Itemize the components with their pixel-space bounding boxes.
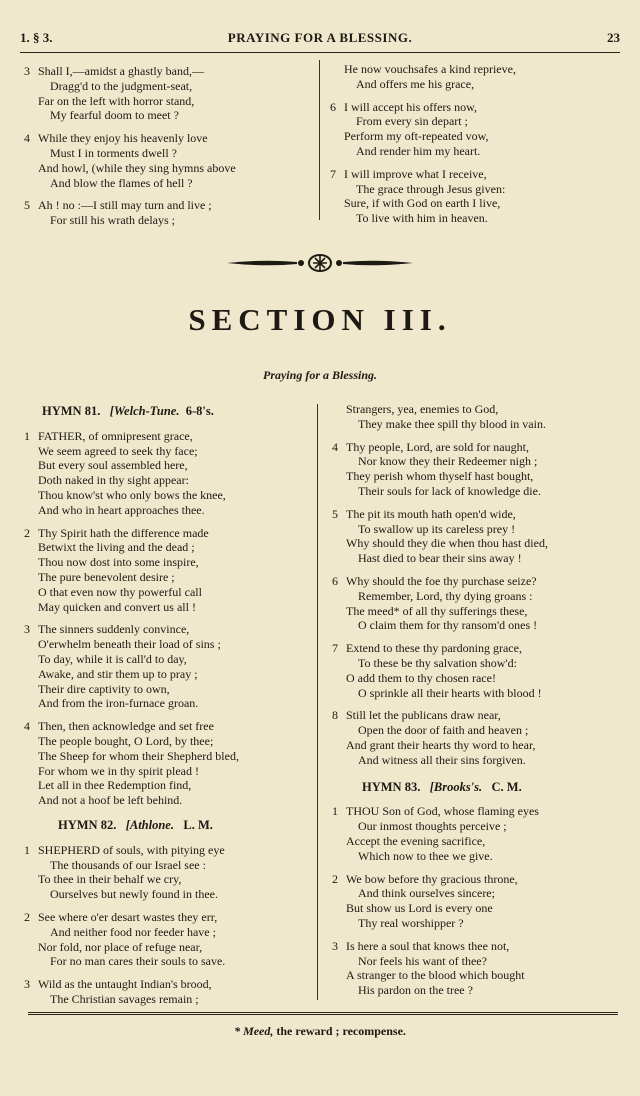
verse-line bbox=[330, 129, 620, 144]
verse-line bbox=[332, 886, 622, 901]
stanza-number: 2 bbox=[332, 871, 338, 886]
verse-line bbox=[24, 652, 310, 667]
verse-text: Which now to thee we give. bbox=[358, 848, 493, 863]
verse-text: Nor feels his want of thee? bbox=[358, 953, 487, 968]
verse-line bbox=[24, 555, 310, 570]
stanza-number: 3 bbox=[24, 622, 30, 637]
verse-line bbox=[24, 622, 310, 637]
verse-line bbox=[24, 198, 306, 213]
stanza-number: 5 bbox=[24, 198, 30, 213]
verse-line bbox=[332, 417, 622, 432]
verse-text: SHEPHERD of souls, with pitying eye bbox=[38, 842, 225, 857]
verse-line bbox=[24, 131, 306, 146]
verse-text: Ourselves but newly found in thee. bbox=[50, 887, 218, 902]
verse-text: To these be thy salvation show'd: bbox=[358, 655, 517, 670]
verse-line bbox=[24, 458, 310, 473]
verse-line bbox=[332, 916, 622, 931]
verse-line bbox=[24, 146, 306, 161]
verse-text: Shall I,—amidst a ghastly band,— bbox=[38, 64, 204, 78]
verse-text: The grace through Jesus given: bbox=[356, 181, 506, 196]
verse-text: And neither food nor feeder have ; bbox=[50, 924, 216, 939]
verse-text: See where o'er desart wastes they err, bbox=[38, 909, 218, 924]
verse-text: And witness all their sins forgiven. bbox=[358, 752, 526, 767]
verse-text: THOU Son of God, whose flaming eyes bbox=[346, 804, 539, 819]
verse-line bbox=[24, 887, 310, 902]
stanza bbox=[332, 641, 622, 700]
verse-line bbox=[24, 749, 310, 764]
hymn-82-number: HYMN 82. bbox=[58, 817, 117, 832]
verse-text: We bow before thy gracious throne, bbox=[346, 871, 518, 886]
hymn-81-stanzas bbox=[24, 429, 310, 808]
verse-line bbox=[330, 167, 620, 182]
top-left-column bbox=[24, 64, 306, 236]
verse-line bbox=[332, 536, 622, 551]
hymn-81-stanzas-right bbox=[332, 440, 622, 768]
verse-text: And grant their hearts thy word to hear, bbox=[346, 737, 536, 752]
verse-text: Hast died to bear their sins away ! bbox=[358, 551, 522, 566]
footnote-rule bbox=[28, 1012, 618, 1018]
verse-line bbox=[332, 738, 622, 753]
verse-text: A stranger to the blood which bought bbox=[346, 968, 525, 983]
hymn-81-tune: [Welch-Tune. bbox=[109, 404, 180, 418]
verse-text: For whom we in thy spirit plead ! bbox=[38, 763, 199, 778]
stanza bbox=[332, 708, 622, 767]
verse-text: But show us Lord is every one bbox=[346, 901, 493, 916]
verse-text: The people bought, O Lord, by thee; bbox=[38, 733, 214, 748]
stanza bbox=[24, 526, 310, 615]
stanza bbox=[24, 429, 310, 518]
stanza bbox=[332, 872, 622, 931]
verse-text: May quicken and convert us all ! bbox=[38, 599, 196, 614]
verse-line bbox=[330, 196, 620, 211]
verse-line bbox=[24, 585, 310, 600]
stanza bbox=[330, 100, 620, 159]
verse-text: Dragg'd to the judgment-seat, bbox=[50, 78, 193, 93]
verse-text: O that even now thy powerful call bbox=[38, 584, 202, 599]
verse-line bbox=[24, 176, 306, 191]
column-divider-top bbox=[319, 60, 320, 220]
hymn-83-meter: C. M. bbox=[491, 779, 522, 794]
hymn-82-stanzas bbox=[24, 843, 310, 1007]
verse-line bbox=[330, 62, 620, 77]
verse-line bbox=[332, 574, 622, 589]
verse-text: Thy Spirit hath the difference made bbox=[38, 525, 209, 540]
verse-line bbox=[24, 843, 310, 858]
verse-line bbox=[332, 968, 622, 983]
stanza-number: 1 bbox=[24, 428, 30, 443]
verse-line bbox=[24, 682, 310, 697]
verse-text: We seem agreed to seek thy face; bbox=[38, 443, 198, 458]
verse-text: I will accept his offers now, bbox=[344, 99, 477, 114]
stanza-number: 8 bbox=[332, 708, 338, 723]
stanza-number: 7 bbox=[332, 641, 338, 656]
stanza-number: 5 bbox=[332, 506, 338, 521]
verse-line bbox=[24, 778, 310, 793]
section-title: SECTION III. bbox=[188, 302, 452, 337]
verse-text: Wild as the untaught Indian's brood, bbox=[38, 977, 212, 992]
verse-text: Thy people, Lord, are sold for naught, bbox=[346, 439, 529, 454]
stanza-number: 3 bbox=[24, 977, 30, 992]
running-head-section: 1. § 3. bbox=[20, 30, 53, 45]
verse-line bbox=[332, 551, 622, 566]
running-head bbox=[20, 30, 620, 50]
verse-text: Awake, and stir them up to pray ; bbox=[38, 666, 198, 681]
main-left-column bbox=[24, 404, 310, 1015]
verse-text: Still let the publicans draw near, bbox=[346, 708, 501, 723]
verse-text: Remember, Lord, thy dying groans : bbox=[358, 588, 533, 603]
verse-text: Sure, if with God on earth I live, bbox=[344, 196, 501, 211]
verse-text: And who in heart approaches thee. bbox=[38, 502, 205, 517]
section-subtitle: Praying for a Blessing. bbox=[262, 368, 377, 382]
verse-text: Their dire captivity to own, bbox=[38, 681, 170, 696]
verse-text: And offers me his grace, bbox=[356, 76, 475, 91]
verse-line bbox=[332, 939, 622, 954]
verse-text: The meed* of all thy sufferings these, bbox=[346, 603, 528, 618]
verse-line bbox=[332, 618, 622, 633]
stanza bbox=[330, 62, 620, 92]
hymn-82-meter: L. M. bbox=[183, 817, 213, 832]
verse-line bbox=[330, 182, 620, 197]
verse-text: They make thee spill thy blood in vain. bbox=[358, 416, 546, 431]
hymn-83-number: HYMN 83. bbox=[362, 779, 421, 794]
verse-line bbox=[24, 793, 310, 808]
verse-line bbox=[24, 600, 310, 615]
verse-line bbox=[24, 667, 310, 682]
verse-text: And not a hoof be left behind. bbox=[38, 793, 183, 808]
verse-line bbox=[330, 114, 620, 129]
verse-line bbox=[332, 440, 622, 455]
verse-line bbox=[24, 954, 310, 969]
stanza bbox=[24, 977, 310, 1007]
stanza bbox=[24, 910, 310, 969]
running-head-title: PRAYING FOR A BLESSING. bbox=[227, 30, 413, 45]
verse-line bbox=[24, 503, 310, 518]
verse-text: O claim them for thy ransom'd ones ! bbox=[358, 618, 538, 633]
verse-line bbox=[332, 983, 622, 998]
verse-line bbox=[332, 819, 622, 834]
verse-text: To thee in their behalf we cry, bbox=[38, 872, 182, 887]
verse-text: Their souls for lack of knowledge die. bbox=[358, 483, 541, 498]
verse-text: Strangers, yea, enemies to God, bbox=[346, 402, 499, 416]
stanza-number: 4 bbox=[24, 719, 30, 734]
verse-text: His pardon on the tree ? bbox=[358, 983, 473, 998]
hymn-82-heading bbox=[24, 818, 310, 833]
stanza bbox=[330, 167, 620, 226]
stanza-number: 4 bbox=[332, 439, 338, 454]
verse-text: The sinners suddenly convince, bbox=[38, 622, 190, 637]
verse-line bbox=[24, 473, 310, 488]
verse-text: Thy real worshipper ? bbox=[358, 915, 464, 930]
verse-line bbox=[332, 469, 622, 484]
stanza-number: 4 bbox=[24, 131, 30, 146]
verse-text: And howl, (while they sing hymns above bbox=[38, 160, 236, 175]
verse-text: To live with him in heaven. bbox=[356, 211, 488, 226]
verse-line bbox=[330, 144, 620, 159]
verse-line bbox=[24, 161, 306, 176]
verse-text: Extend to these thy pardoning grace, bbox=[346, 641, 522, 656]
column-divider-main bbox=[317, 404, 318, 1000]
verse-text: The pit its mouth hath open'd wide, bbox=[346, 506, 516, 521]
verse-text: Thou now dost into some inspire, bbox=[38, 555, 199, 570]
stanza-number: 2 bbox=[24, 909, 30, 924]
verse-text: For no man cares their souls to save. bbox=[50, 954, 226, 969]
verse-line bbox=[24, 64, 306, 79]
verse-line bbox=[24, 526, 310, 541]
verse-line bbox=[332, 656, 622, 671]
stanza-number: 6 bbox=[332, 573, 338, 588]
stanza-number: 1 bbox=[332, 804, 338, 819]
verse-line bbox=[24, 540, 310, 555]
stanza-number: 1 bbox=[24, 842, 30, 857]
stanza bbox=[24, 719, 310, 808]
verse-text: Betwixt the living and the dead ; bbox=[38, 540, 195, 555]
verse-line bbox=[332, 686, 622, 701]
hymn-81-meter: 6-8's. bbox=[185, 404, 214, 418]
verse-line bbox=[330, 100, 620, 115]
stanza bbox=[332, 939, 622, 998]
verse-line bbox=[24, 925, 310, 940]
verse-text: Then, then acknowledge and set free bbox=[38, 719, 214, 734]
footnote-text: the reward ; recompense. bbox=[276, 1024, 406, 1038]
verse-text: Perform my oft-repeated vow, bbox=[344, 129, 489, 144]
verse-text: Must I in torments dwell ? bbox=[50, 145, 177, 160]
verse-line bbox=[24, 977, 310, 992]
verse-line bbox=[332, 872, 622, 887]
footnote-mark: * Meed, bbox=[234, 1024, 274, 1038]
verse-text: Ah ! no :—I still may turn and live ; bbox=[38, 198, 212, 213]
verse-line bbox=[24, 444, 310, 459]
stanza bbox=[332, 440, 622, 499]
stanza bbox=[24, 198, 306, 228]
verse-text: To swallow up its careless prey ! bbox=[358, 521, 516, 536]
verse-line bbox=[332, 641, 622, 656]
verse-text: From every sin depart ; bbox=[356, 114, 468, 129]
verse-line bbox=[332, 454, 622, 469]
stanza bbox=[332, 574, 622, 633]
verse-line bbox=[332, 604, 622, 619]
verse-line bbox=[332, 402, 622, 417]
verse-line bbox=[332, 484, 622, 499]
verse-line bbox=[24, 429, 310, 444]
verse-line bbox=[24, 910, 310, 925]
stanza bbox=[24, 622, 310, 711]
verse-line bbox=[24, 213, 306, 228]
verse-text: Our inmost thoughts perceive ; bbox=[358, 819, 507, 834]
verse-text: My fearful doom to meet ? bbox=[50, 108, 179, 123]
verse-text: Is here a soul that knows thee not, bbox=[346, 938, 510, 953]
verse-line bbox=[24, 108, 306, 123]
main-right-column bbox=[332, 402, 622, 1006]
hymn-83-heading bbox=[332, 780, 622, 795]
verse-line bbox=[332, 804, 622, 819]
verse-text: Doth naked in thy sight appear: bbox=[38, 473, 189, 488]
verse-text: While they enjoy his heavenly love bbox=[38, 131, 208, 146]
stanza bbox=[332, 804, 622, 863]
verse-text: Thou know'st who only bows the knee, bbox=[38, 487, 226, 502]
verse-line bbox=[24, 992, 310, 1007]
verse-line bbox=[332, 834, 622, 849]
verse-text: Open the door of faith and heaven ; bbox=[358, 723, 529, 738]
verse-text: I will improve what I receive, bbox=[344, 166, 487, 181]
verse-line bbox=[332, 507, 622, 522]
verse-text: And render him my heart. bbox=[356, 143, 481, 158]
stanza bbox=[24, 64, 306, 123]
verse-line bbox=[24, 719, 310, 734]
stanza bbox=[24, 131, 306, 190]
stanza-number: 3 bbox=[24, 64, 30, 78]
hymn-81-number: HYMN 81. bbox=[42, 404, 101, 418]
verse-text: For still his wrath delays ; bbox=[50, 213, 175, 228]
verse-line bbox=[24, 858, 310, 873]
verse-text: The thousands of our Israel see : bbox=[50, 857, 206, 872]
footnote bbox=[0, 1024, 640, 1039]
verse-line bbox=[332, 671, 622, 686]
stanza-number: 3 bbox=[332, 938, 338, 953]
verse-text: They perish whom thyself hast bought, bbox=[346, 469, 534, 484]
verse-line bbox=[332, 522, 622, 537]
verse-line bbox=[332, 753, 622, 768]
page-number: 23 bbox=[607, 30, 620, 45]
verse-line bbox=[332, 708, 622, 723]
verse-line bbox=[330, 77, 620, 92]
verse-text: And think ourselves sincere; bbox=[358, 886, 495, 901]
verse-text: The pure benevolent desire ; bbox=[38, 569, 175, 584]
top-right-column bbox=[330, 62, 620, 234]
verse-text: But every soul assembled here, bbox=[38, 458, 188, 473]
verse-text: The Sheep for whom their Shepherd bled, bbox=[38, 748, 239, 763]
stanza bbox=[332, 507, 622, 566]
verse-line bbox=[24, 764, 310, 779]
verse-text: Nor fold, nor place of refuge near, bbox=[38, 939, 203, 954]
verse-line bbox=[24, 940, 310, 955]
stanza-number: 2 bbox=[24, 525, 30, 540]
verse-line bbox=[332, 723, 622, 738]
verse-line bbox=[24, 488, 310, 503]
hymn-83-stanzas bbox=[332, 804, 622, 998]
verse-text: Accept the evening sacrifice, bbox=[346, 833, 486, 848]
hymn-83-tune: [Brooks's. bbox=[429, 779, 483, 794]
verse-text: And from the iron-furnace groan. bbox=[38, 696, 199, 711]
verse-line bbox=[24, 637, 310, 652]
verse-line bbox=[24, 79, 306, 94]
hymn-81-heading bbox=[24, 404, 310, 419]
ornament-divider bbox=[225, 252, 415, 274]
verse-text: O add them to thy chosen race! bbox=[346, 670, 496, 685]
verse-text: Why should the foe thy purchase seize? bbox=[346, 573, 537, 588]
stanza-number: 7 bbox=[330, 166, 336, 181]
verse-line bbox=[24, 872, 310, 887]
verse-text: O'erwhelm beneath their load of sins ; bbox=[38, 637, 221, 652]
verse-line bbox=[332, 589, 622, 604]
verse-text: Nor know they their Redeemer nigh ; bbox=[358, 454, 538, 469]
verse-text: He now vouchsafes a kind reprieve, bbox=[344, 62, 516, 76]
header-rule bbox=[20, 52, 620, 53]
verse-text: The Christian savages remain ; bbox=[50, 991, 199, 1006]
verse-line bbox=[24, 734, 310, 749]
stanza bbox=[24, 843, 310, 902]
verse-text: And blow the flames of hell ? bbox=[50, 175, 193, 190]
verse-line bbox=[332, 954, 622, 969]
verse-text: Far on the left with horror stand, bbox=[38, 93, 195, 108]
hymn-82-tune: [Athlone. bbox=[125, 817, 174, 832]
verse-text: O sprinkle all their hearts with blood ! bbox=[358, 685, 542, 700]
verse-text: To day, while it is call'd to day, bbox=[38, 651, 187, 666]
hymn-81-continued bbox=[332, 402, 622, 432]
stanza-number: 6 bbox=[330, 99, 336, 114]
verse-line bbox=[330, 211, 620, 226]
verse-line bbox=[332, 849, 622, 864]
verse-text: Let all in thee Redemption find, bbox=[38, 778, 192, 793]
verse-line bbox=[24, 94, 306, 109]
verse-line bbox=[24, 570, 310, 585]
verse-text: FATHER, of omnipresent grace, bbox=[38, 428, 193, 443]
verse-text: Why should they die when thou hast died, bbox=[346, 536, 548, 551]
verse-line bbox=[24, 696, 310, 711]
verse-line bbox=[332, 901, 622, 916]
